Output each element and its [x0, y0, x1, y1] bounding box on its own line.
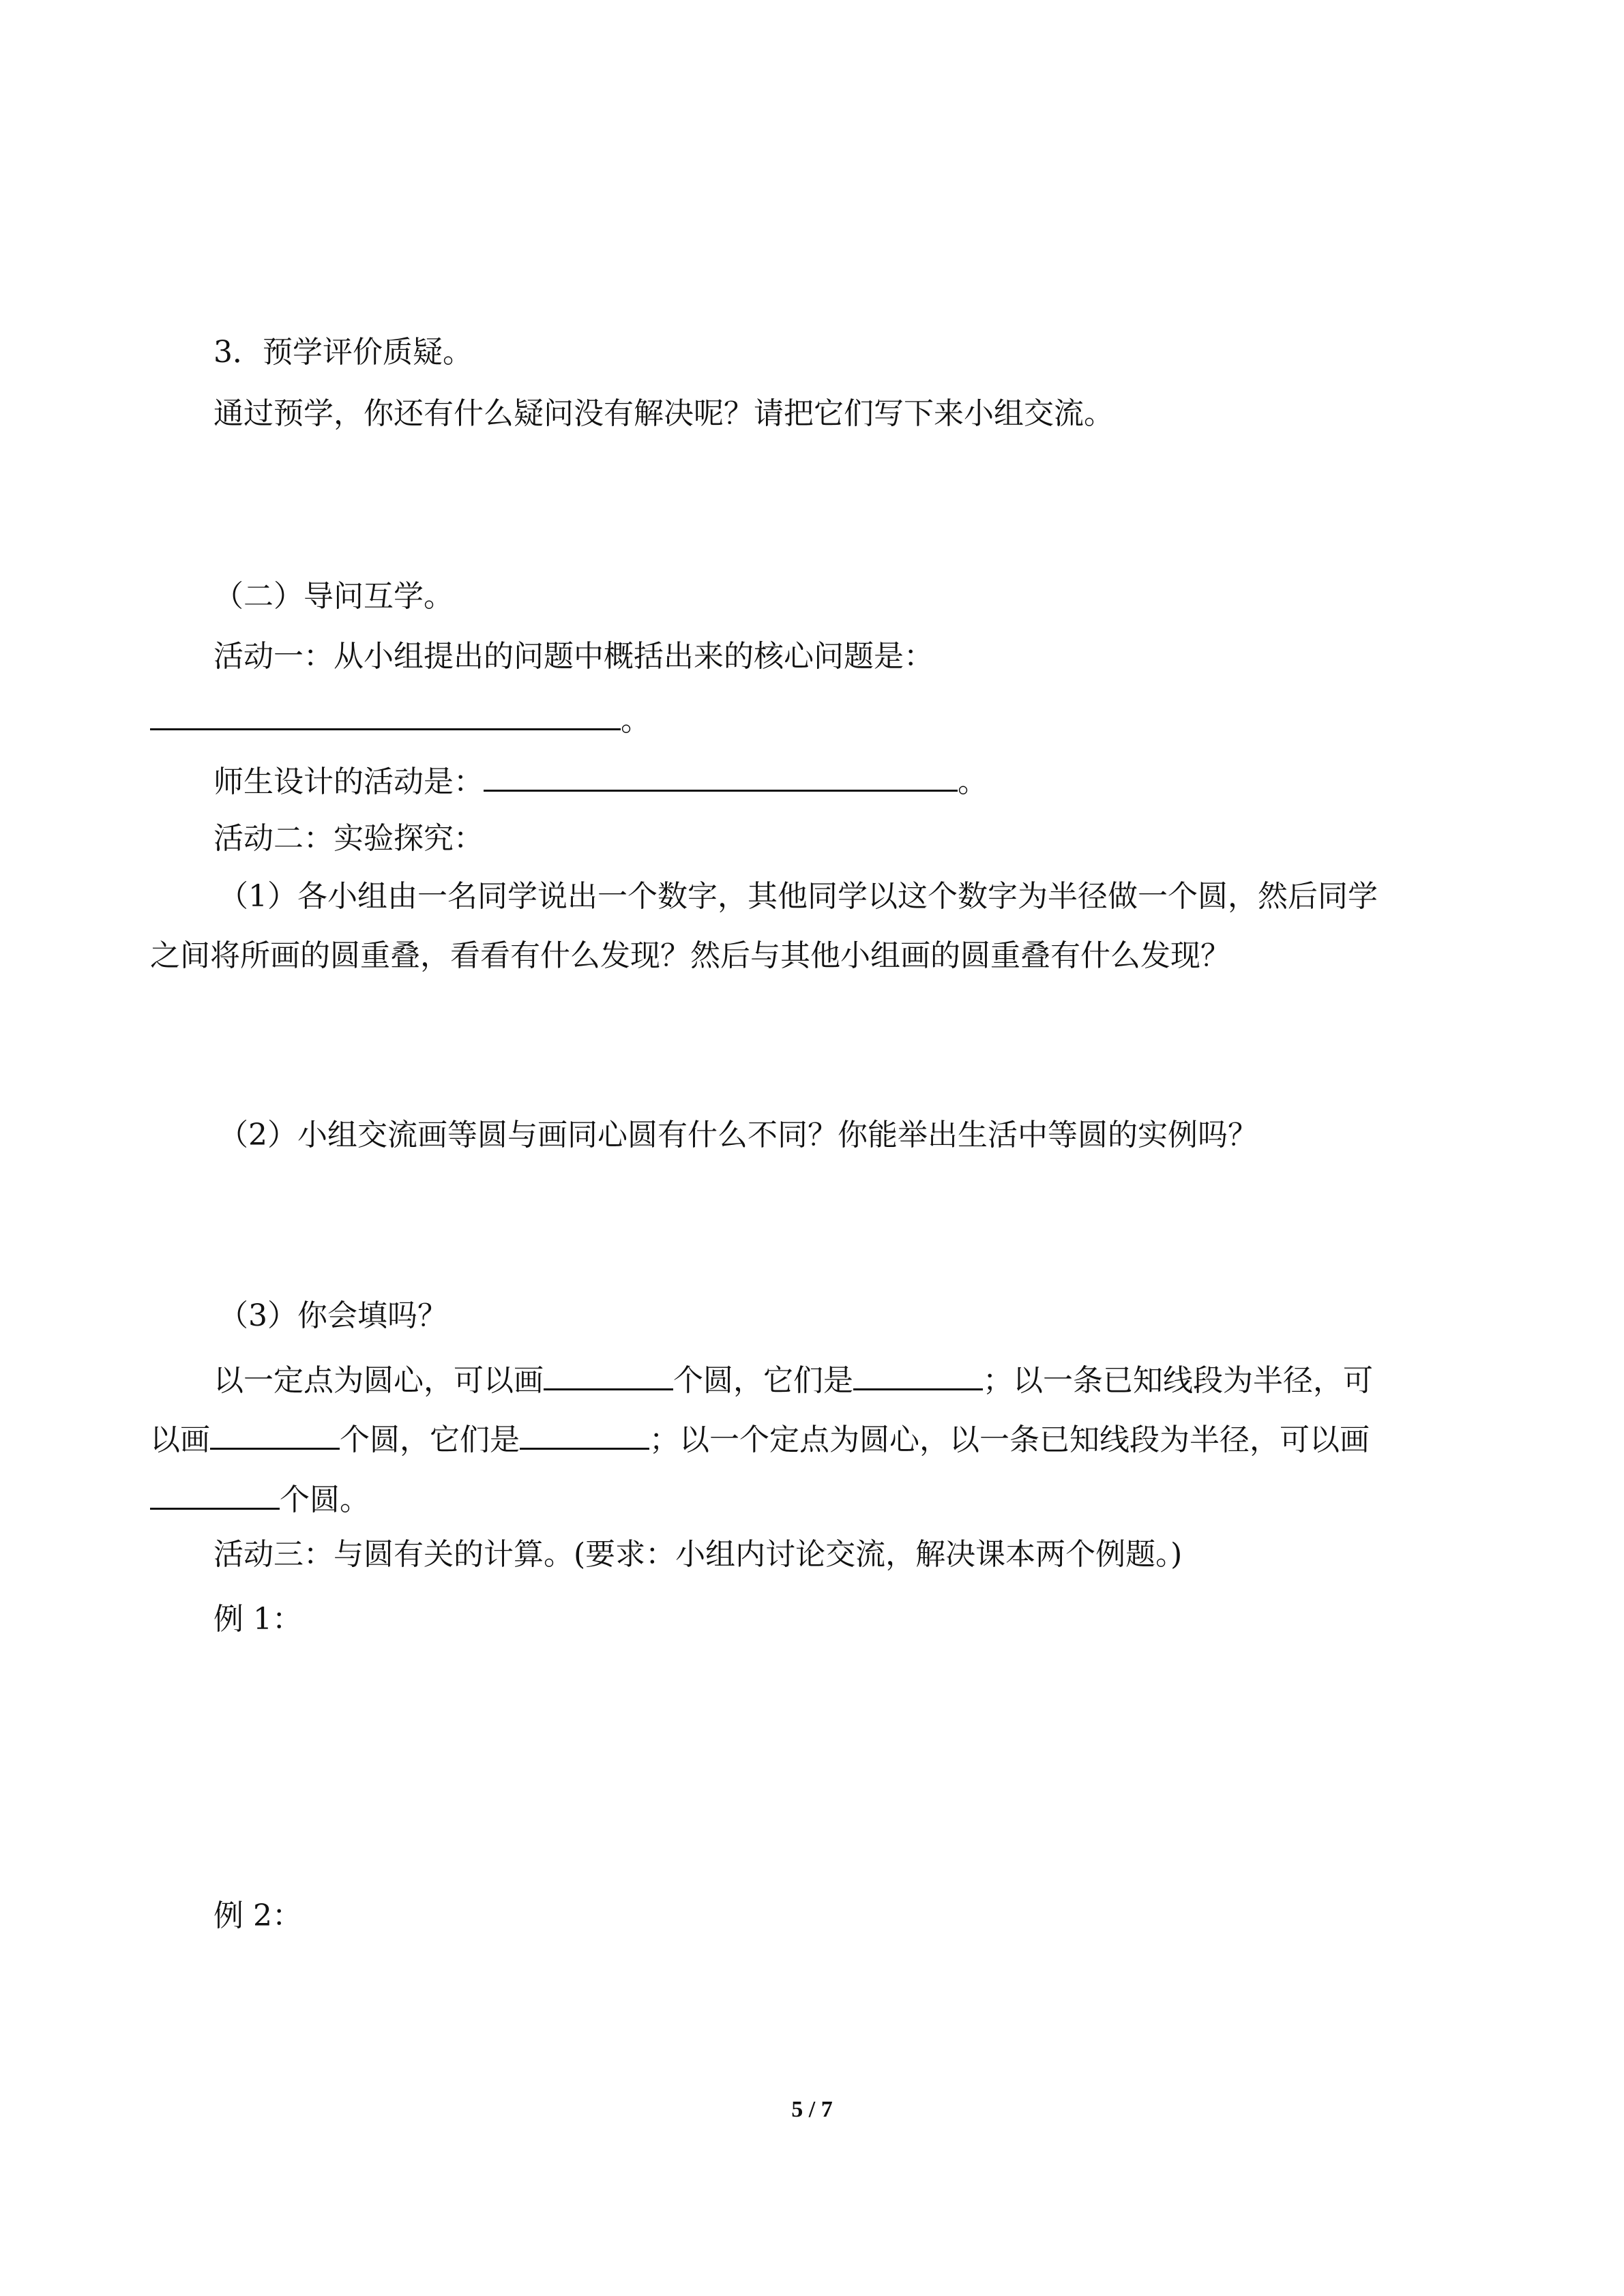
- item3-text: 通过预学，你还有什么疑问没有解决呢？请把它们写下来小组交流。: [213, 396, 1114, 431]
- fill-text-f: ；以一个定点为圆心，以一条已知线段为半径，可以画: [649, 1422, 1370, 1457]
- item3-title: 3．预学评价质疑。: [213, 335, 473, 370]
- example1-label: 例 1：: [213, 1602, 302, 1637]
- question1-line2: 之间将所画的圆重叠，看看有什么发现？然后与其他小组画的圆重叠有什么发现？: [150, 938, 1230, 973]
- fill-line3: [150, 1476, 370, 1521]
- fill-text-a: 以一定点为圆心，可以画: [213, 1363, 544, 1398]
- design-label: 师生设计的活动是：: [213, 764, 484, 799]
- activity1-period: 。: [621, 703, 651, 738]
- fill-line1: [213, 1357, 1373, 1401]
- fill-blank-3: [210, 1416, 340, 1450]
- fill-blank-2: [853, 1357, 983, 1390]
- fill-text-c: ；以一条已知线段为半径，可: [983, 1363, 1373, 1398]
- activity3-text: 活动三：与圆有关的计算。(要求：小组内讨论交流，解决课本两个例题。): [213, 1537, 1183, 1572]
- page-number: 5 / 7: [791, 2097, 833, 2122]
- fill-text-g: 个圆。: [280, 1482, 370, 1517]
- design-period: 。: [958, 764, 988, 799]
- design-activity-line: [213, 758, 988, 803]
- fill-line2: [150, 1416, 1370, 1461]
- design-blank: [484, 758, 958, 792]
- fill-blank-5: [150, 1476, 280, 1510]
- question3: （3）你会填吗？: [218, 1298, 447, 1333]
- part2-title: （二）导问互学。: [213, 579, 454, 614]
- activity1-text: 活动一：从小组提出的问题中概括出来的核心问题是：: [213, 639, 934, 674]
- example2-label: 例 2：: [213, 1898, 302, 1933]
- fill-blank-1: [544, 1357, 673, 1390]
- activity1-answer-line: [150, 697, 651, 741]
- fill-text-e: 个圆，它们是: [340, 1422, 520, 1457]
- question2: （2）小组交流画等圆与画同心圆有什么不同？你能举出生活中等圆的实例吗？: [218, 1118, 1258, 1152]
- fill-blank-4: [520, 1416, 649, 1450]
- answer-blank: [150, 697, 621, 730]
- fill-text-d: 以画: [150, 1422, 210, 1457]
- activity2-text: 活动二：实验探究：: [213, 821, 484, 856]
- fill-text-b: 个圆，它们是: [673, 1363, 853, 1398]
- question1-line1: （1）各小组由一名同学说出一个数字，其他同学以这个数字为半径做一个圆，然后同学: [218, 879, 1378, 914]
